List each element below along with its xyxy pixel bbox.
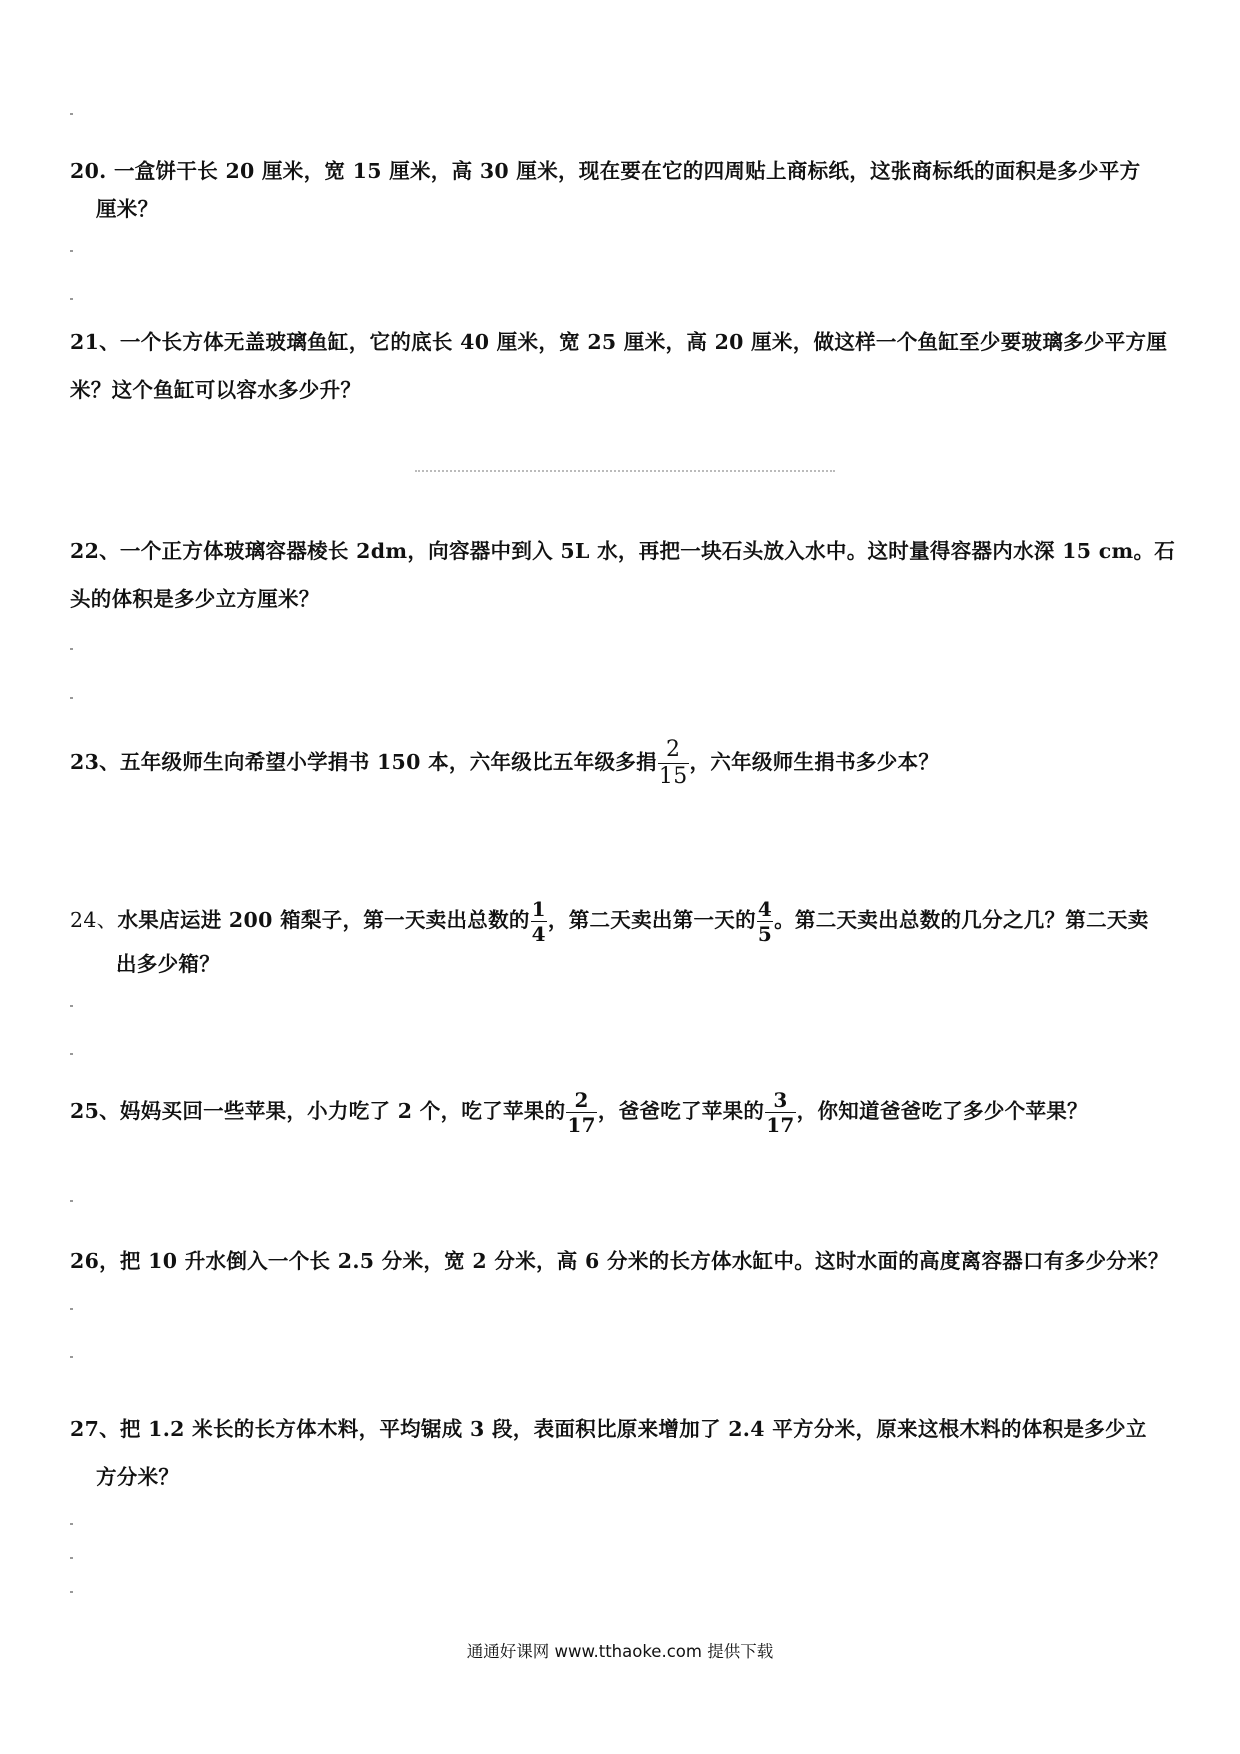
dotted-divider [415, 470, 835, 474]
margin-mark [70, 113, 73, 115]
margin-mark [70, 1005, 73, 1007]
fraction-denominator: 4 [531, 922, 546, 946]
margin-mark [70, 250, 73, 252]
question-25-text-middle: ，爸爸吃了苹果的 [597, 1099, 765, 1123]
fraction-denominator: 17 [567, 1113, 596, 1137]
question-26-line-1: 26，把 10 升水倒入一个长 2.5 分米，宽 2 分米，高 6 分米的长方体水缸中。这时水面的高度离容器口有多少分米？ [70, 1249, 1169, 1273]
margin-mark [70, 648, 73, 650]
question-24-text-middle: ，第二天卖出第一天的 [547, 908, 756, 932]
fraction-denominator: 17 [766, 1113, 795, 1137]
question-23-fraction [658, 739, 689, 788]
fraction-numerator: 4 [757, 897, 773, 921]
margin-mark [70, 1308, 73, 1310]
question-23-text-after: ，六年级师生捐书多少本？ [689, 750, 940, 774]
question-24-number: 24、 [70, 908, 118, 932]
margin-mark [70, 1356, 73, 1358]
question-24-text-before: 水果店运进 200 箱梨子，第一天卖出总数的 [117, 908, 530, 932]
question-20-line-2: 厘米？ [96, 197, 159, 221]
question-20 [70, 152, 1180, 228]
question-25-fraction-1 [566, 1090, 596, 1135]
margin-mark [70, 1200, 73, 1202]
question-25-fraction-2 [765, 1090, 795, 1135]
fraction-numerator: 3 [773, 1088, 788, 1112]
question-27-line-2: 方分米？ [96, 1465, 180, 1489]
margin-mark [70, 298, 73, 300]
footer-credit: 通通好课网 www.tthaoke.com 提供下载 [466, 1642, 774, 1661]
question-25-text-after: ，你知道爸爸吃了多少个苹果？ [796, 1099, 1088, 1123]
fraction-denominator: 15 [658, 764, 688, 789]
question-24-line-2: 出多少箱？ [116, 952, 220, 976]
fraction-numerator: 2 [574, 1088, 589, 1112]
question-20-line-1: 20. 一盒饼干长 20 厘米，宽 15 厘米，高 30 厘米，现在要在它的四周贴上商标纸，这张商标纸的面积是多少平方 [70, 159, 1141, 183]
question-24-fraction-2 [757, 899, 773, 944]
question-22-line-2: 头的体积是多少立方厘米？ [70, 587, 320, 611]
question-24-text-after: 。第二天卖出总数的几分之几？第二天卖 [774, 908, 1149, 932]
question-24-fraction-1 [531, 899, 547, 944]
fraction-numerator: 1 [531, 897, 546, 921]
fraction-denominator: 5 [757, 922, 773, 946]
question-21 [70, 323, 1180, 409]
question-25-text-before: 25、妈妈买回一些苹果，小力吃了 2 个，吃了苹果的 [70, 1099, 566, 1123]
question-23 [70, 732, 1180, 792]
margin-mark [70, 1591, 73, 1593]
margin-mark [70, 1053, 73, 1055]
question-21-line-2: 米？这个鱼缸可以容水多少升？ [70, 378, 362, 402]
question-22-line-1: 22、一个正方体玻璃容器棱长 2dm，向容器中到入 5L 水，再把一块石头放入水中。这时量得容器内水深 15 cm。石 [70, 539, 1176, 563]
question-21-line-1: 21、一个长方体无盖玻璃鱼缸，它的底长 40 厘米，宽 25 厘米，高 20 厘米，做这样一个鱼缸至少要玻璃多少平方厘 [70, 330, 1168, 354]
question-23-text-before: 23、五年级师生向希望小学捐书 150 本，六年级比五年级多捐 [70, 750, 657, 774]
margin-mark [70, 1523, 73, 1525]
question-27-line-1: 27、把 1.2 米长的长方体木料，平均锯成 3 段，表面积比原来增加了 2.4 平方分米，原来这根木料的体积是多少立 [70, 1417, 1147, 1441]
question-27 [70, 1410, 1180, 1496]
fraction-numerator: 2 [666, 737, 681, 762]
margin-mark [70, 1557, 73, 1559]
question-25 [70, 1086, 1180, 1136]
margin-mark [70, 697, 73, 699]
question-22 [70, 532, 1180, 618]
question-24 [70, 895, 1180, 983]
question-26 [70, 1242, 1180, 1280]
